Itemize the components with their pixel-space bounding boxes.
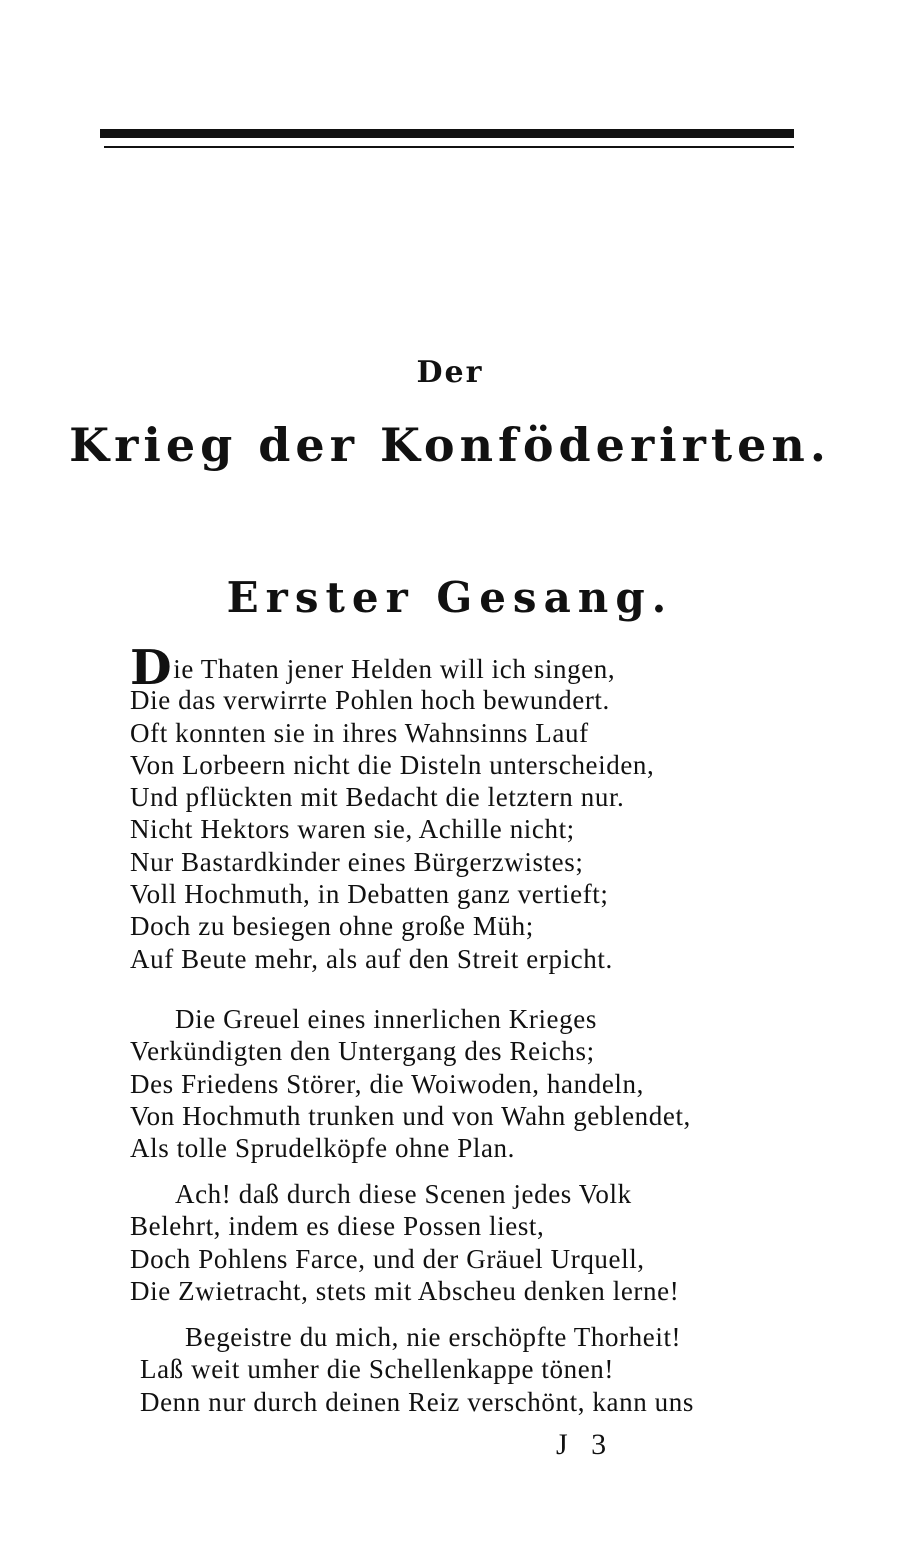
poem-line: Von Lorbeern nicht die Disteln unterscheiden, bbox=[130, 749, 655, 780]
stanza-2 bbox=[130, 1003, 810, 1164]
poem-line: Doch Pohlens Farce, und der Gräuel Urquell, bbox=[130, 1243, 645, 1274]
poem-line: Und pflückten mit Bedacht die letztern nur. bbox=[130, 782, 625, 813]
poem-line-text: ie Thaten jener Helden will ich singen, bbox=[173, 654, 616, 684]
header-rule-thick bbox=[100, 129, 794, 138]
poem-line: Laß weit umher die Schellenkappe tönen! bbox=[140, 1354, 614, 1385]
header-rule-thin bbox=[104, 146, 794, 148]
section-title: Erster Gesang. bbox=[226, 573, 674, 622]
poem-line: Des Friedens Störer, die Woiwoden, handeln, bbox=[130, 1068, 644, 1099]
drop-cap: D bbox=[130, 640, 173, 696]
poem-line: Ach! daß durch diese Scenen jedes Volk bbox=[175, 1179, 632, 1209]
poem-line: Die Zwietracht, stets mit Abscheu denken lerne! bbox=[130, 1275, 680, 1306]
stanza-4 bbox=[140, 1321, 820, 1418]
stanza-1 bbox=[130, 640, 810, 975]
poem-line: Verkündigten den Untergang des Reichs; bbox=[130, 1036, 595, 1067]
poem-line: Von Hochmuth trunken und von Wahn geblendet, bbox=[130, 1100, 691, 1131]
poem-line: Denn nur durch deinen Reiz verschönt, kann uns bbox=[140, 1386, 694, 1417]
stanza-3 bbox=[130, 1178, 810, 1307]
poem-line: Als tolle Sprudelköpfe ohne Plan. bbox=[130, 1133, 515, 1164]
poem-line: Belehrt, indem es diese Possen liest, bbox=[130, 1211, 545, 1242]
poem-line: Die das verwirrte Pohlen hoch bewundert. bbox=[130, 685, 610, 716]
poem-line: Begeistre du mich, nie erschöpfte Thorheit! bbox=[185, 1322, 682, 1352]
poem-line: Nicht Hektors waren sie, Achille nicht; bbox=[130, 814, 575, 845]
poem-line: Die Greuel eines innerlichen Krieges bbox=[175, 1004, 597, 1034]
poem-line: Nur Bastardkinder eines Bürgerzwistes; bbox=[130, 846, 584, 877]
poem-line: Voll Hochmuth, in Debatten ganz vertieft; bbox=[130, 879, 609, 910]
poem-line: Oft konnten sie in ihres Wahnsinns Lauf bbox=[130, 717, 589, 748]
poem-line: Doch zu besiegen ohne große Müh; bbox=[130, 911, 534, 942]
page-title: Krieg der Konföderirten. bbox=[69, 418, 831, 472]
signature-mark: J 3 bbox=[556, 1428, 615, 1461]
poem-line: Auf Beute mehr, als auf den Streit erpicht. bbox=[130, 943, 613, 974]
title-article: Der bbox=[416, 355, 484, 390]
poem-line bbox=[130, 640, 810, 696]
